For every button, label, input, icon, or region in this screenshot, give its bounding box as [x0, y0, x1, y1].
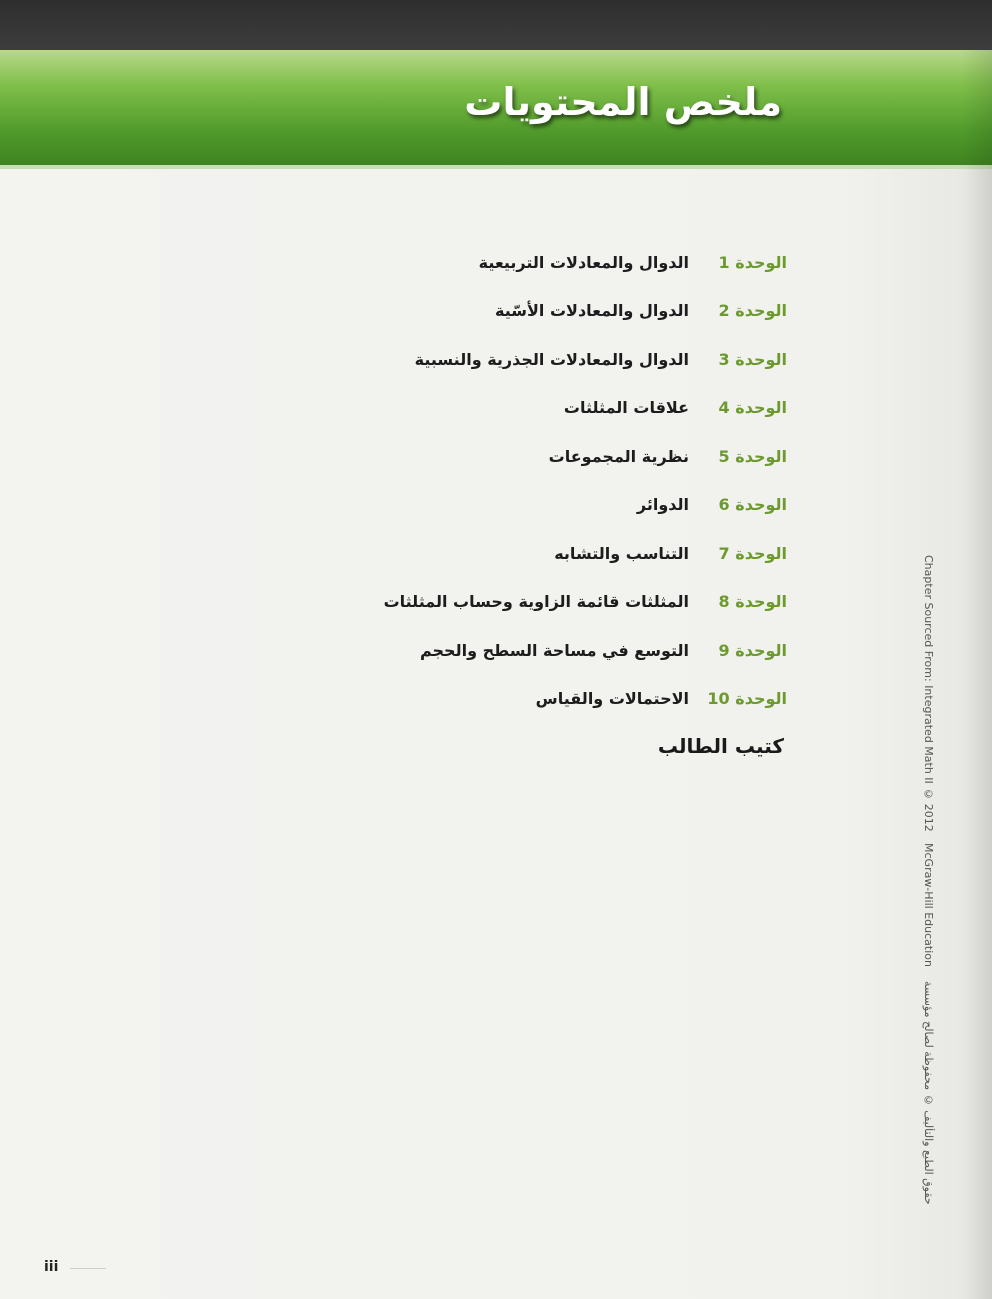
toc-row [187, 335, 787, 384]
source-credit: Chapter Sourced From: Integrated Math II © 2012 [922, 555, 935, 832]
unit-title: علاقات المثلثات [563, 398, 689, 418]
page-number: iii [44, 1259, 59, 1275]
toc-row [187, 287, 787, 336]
unit-title: الدوائر [636, 495, 689, 515]
unit-label: الوحدة 6 [718, 495, 787, 515]
unit-label: الوحدة 5 [718, 446, 787, 466]
toc-row [187, 578, 787, 627]
unit-label: الوحدة 10 [707, 689, 787, 709]
unit-title: التوسع في مساحة السطح والحجم [419, 640, 689, 660]
unit-title: التناسب والتشابه [554, 543, 689, 563]
student-book-heading: كتيب الطالب [657, 734, 784, 758]
unit-label: الوحدة 9 [718, 640, 787, 660]
unit-label: الوحدة 1 [718, 252, 787, 272]
toc-row [187, 675, 787, 724]
unit-label: الوحدة 4 [718, 398, 787, 418]
side-credit [905, 555, 935, 1245]
table-of-contents [187, 238, 787, 723]
unit-title: الدوال والمعادلات التربيعية [478, 252, 689, 272]
unit-label: الوحدة 2 [718, 301, 787, 321]
unit-label: الوحدة 7 [718, 543, 787, 563]
toc-row [187, 238, 787, 287]
banner-edge [0, 165, 992, 169]
unit-title: الاحتمالات والقياس [535, 689, 689, 709]
unit-label: الوحدة 8 [718, 592, 787, 612]
page-edge-shadow [962, 50, 992, 1299]
unit-title: الدوال والمعادلات الجذرية والنسبية [414, 349, 689, 369]
page-title: ملخص المحتويات [464, 80, 782, 124]
footer-rule [70, 1268, 106, 1269]
toc-row [187, 384, 787, 433]
toc-row [187, 529, 787, 578]
toc-row [187, 626, 787, 675]
unit-label: الوحدة 3 [718, 349, 787, 369]
toc-row [187, 432, 787, 481]
unit-title: الدوال والمعادلات الأسّية [495, 301, 689, 321]
unit-title: نظرية المجموعات [548, 446, 689, 466]
arabic-copyright: حقوق الطبع والتأليف © محفوظة لصالح مؤسسة [922, 980, 935, 1205]
toc-row [187, 481, 787, 530]
top-dark-band [0, 0, 992, 50]
publisher-credit: McGraw-Hill Education [922, 843, 935, 968]
unit-title: المثلثات قائمة الزاوية وحساب المثلثات [383, 592, 689, 612]
